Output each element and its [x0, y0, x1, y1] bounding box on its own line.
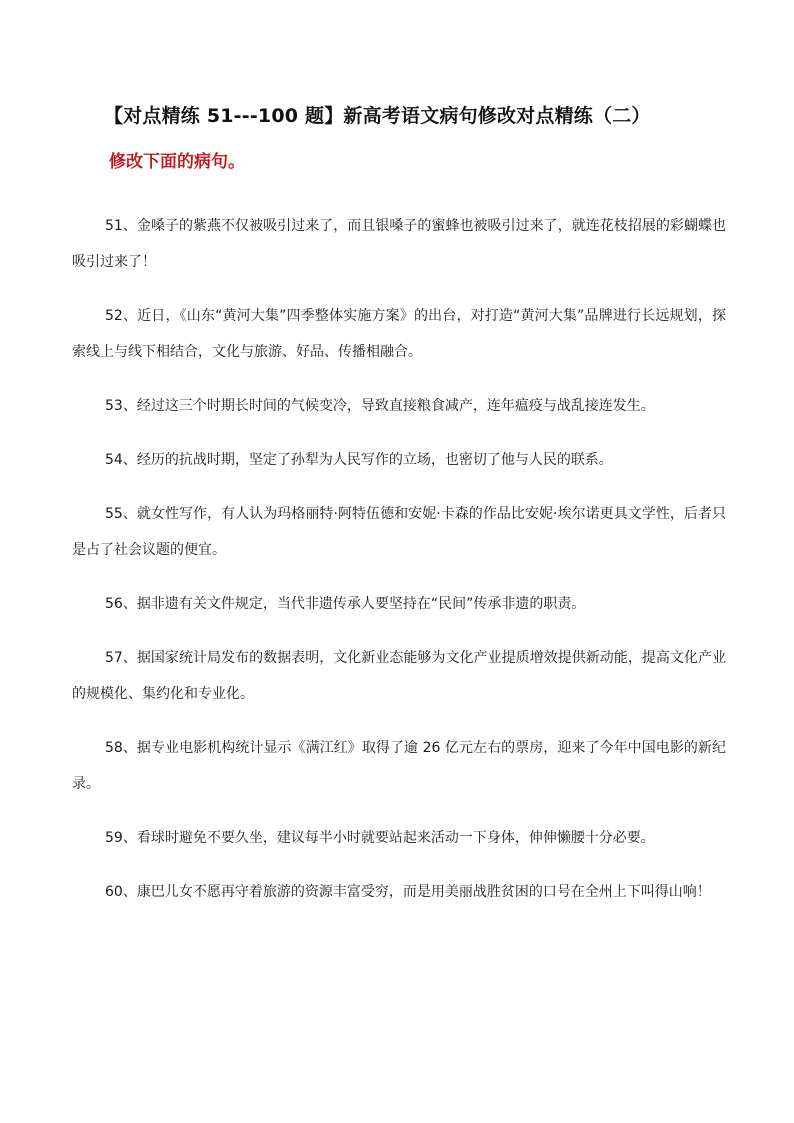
- question-item: 59、看球时避免不要久坐，建议每半小时就要站起来活动一下身体，伸伸懒腰十分必要。: [105, 830, 655, 846]
- question-item: 52、近日，《山东“黄河大集”四季整体实施方案》的出台，对打造“黄河大集”品牌进行长远规划，探索线上与线下相结合，文化与旅游、好品、传播相融合。: [72, 308, 726, 360]
- question-item: 58、据专业电影机构统计显示《满江红》取得了逾 26 亿元左右的票房，迎来了今年中国电影的新纪录。: [72, 740, 726, 792]
- question-item: 51、金嗓子的紫燕不仅被吸引过来了，而且银嗓子的蜜蜂也被吸引过来了，就连花枝招展的彩蝴蝶也吸引过来了！: [72, 218, 726, 270]
- question-item: 53、经过这三个时期长时间的气候变冷，导致直接粮食减产，连年瘟疫与战乱接连发生。: [105, 398, 655, 414]
- page-title: 【对点精练 51---100 题】新高考语文病句修改对点精练（二）: [104, 105, 651, 127]
- question-list: [72, 208, 726, 910]
- question-item: 57、据国家统计局发布的数据表明，文化新业态能够为文化产业提质增效提供新动能，提高文化产业的规模化、集约化和专业化。: [72, 650, 726, 702]
- instruction-heading: 修改下面的病句。: [109, 152, 245, 172]
- question-item: 56、据非遗有关文件规定，当代非遗传承人要坚持在“民间”传承非遗的职责。: [105, 596, 586, 612]
- question-item: 54、经历的抗战时期，坚定了孙犁为人民写作的立场，也密切了他与人民的联系。: [105, 452, 613, 468]
- question-item: 60、康巴儿女不愿再守着旅游的资源丰富受穷，而是用美丽战胜贫困的口号在全州上下叫得山响！: [105, 884, 711, 900]
- question-item: 55、就女性写作，有人认为玛格丽特·阿特伍德和安妮·卡森的作品比安妮·埃尔诺更具文学性，后者只是占了社会议题的便宜。: [72, 506, 726, 558]
